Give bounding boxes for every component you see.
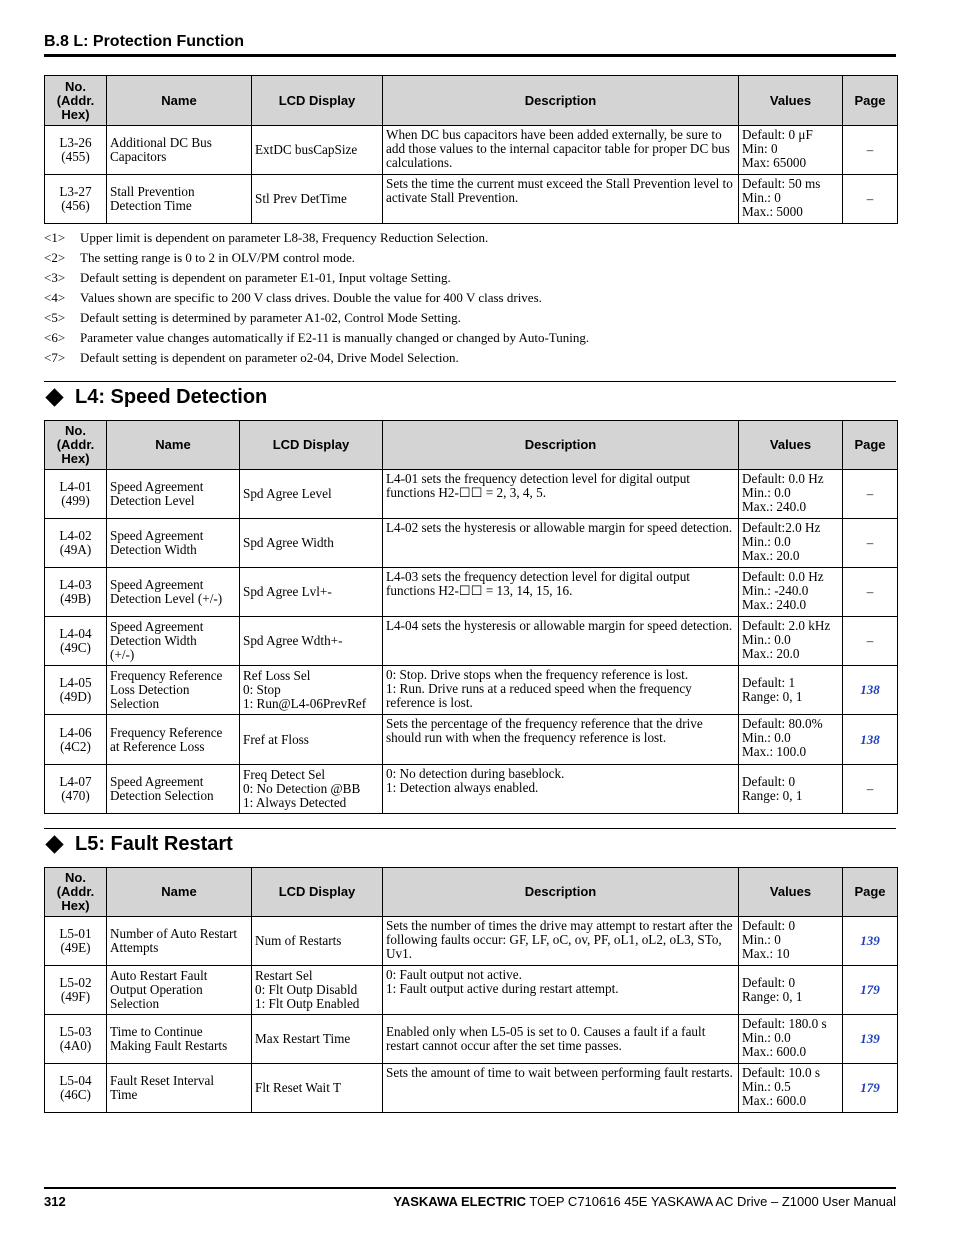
param-desc: L4-03 sets the frequency detection level for digital output functions H2-☐☐ = 13, 14, 15, 16. xyxy=(383,568,739,617)
l5-title-text: L5: Fault Restart xyxy=(75,833,233,855)
param-page: – xyxy=(843,175,898,224)
param-values: Default: 0 Range: 0, 1 xyxy=(739,765,843,814)
table-row xyxy=(45,519,898,568)
footer-text xyxy=(393,1194,896,1209)
param-lcd: Spd Agree Level xyxy=(240,470,383,519)
footnote-mark: <2> xyxy=(44,250,66,265)
table-row xyxy=(45,470,898,519)
param-name: Fault Reset Interval Time xyxy=(107,1064,252,1113)
footnote-text: Values shown are specific to 200 V class drives. Double the value for 400 V class drives. xyxy=(80,290,542,305)
col-no: No. (Addr. Hex) xyxy=(45,421,107,470)
col-name: Name xyxy=(107,76,252,126)
col-no: No. (Addr. Hex) xyxy=(45,76,107,126)
col-name: Name xyxy=(107,868,252,917)
col-page: Page xyxy=(843,421,898,470)
param-desc: Sets the amount of time to wait between performing fault restarts. xyxy=(383,1064,739,1113)
footer-doc: TOEP C710616 45E YASKAWA AC Drive – Z1000 User Manual xyxy=(526,1194,896,1209)
col-lcd: LCD Display xyxy=(240,421,383,470)
col-description: Description xyxy=(383,76,739,126)
param-name: Speed Agreement Detection Selection xyxy=(107,765,240,814)
param-name: Stall Prevention Detection Time xyxy=(107,175,252,224)
param-page: – xyxy=(843,519,898,568)
param-name: Time to Continue Making Fault Restarts xyxy=(107,1015,252,1064)
param-page: – xyxy=(843,765,898,814)
page-link[interactable]: 179 xyxy=(843,966,898,1015)
param-name: Number of Auto Restart Attempts xyxy=(107,917,252,966)
param-desc: When DC bus capacitors have been added externally, be sure to add those values to the internal capacitor table for proper DC bus calculations. xyxy=(383,126,739,175)
param-name: Speed Agreement Detection Width xyxy=(107,519,240,568)
footnote xyxy=(44,350,896,370)
param-name: Auto Restart Fault Output Operation Selection xyxy=(107,966,252,1015)
param-desc: L4-01 sets the frequency detection level for digital output functions H2-☐☐ = 2, 3, 4, 5. xyxy=(383,470,739,519)
param-values: Default: 0 μF Min: 0 Max: 65000 xyxy=(739,126,843,175)
table-row xyxy=(45,715,898,765)
section-header: B.8 L: Protection Function xyxy=(44,33,244,50)
table-header-row xyxy=(45,421,898,470)
title-rule xyxy=(44,381,896,382)
param-no: L3-26 (455) xyxy=(45,126,107,175)
param-no: L4-04 (49C) xyxy=(45,617,107,666)
footer-rule xyxy=(44,1187,896,1189)
param-lcd: Spd Agree Wdth+- xyxy=(240,617,383,666)
param-page: – xyxy=(843,470,898,519)
col-no: No. (Addr. Hex) xyxy=(45,868,107,917)
param-lcd: Spd Agree Width xyxy=(240,519,383,568)
col-lcd: LCD Display xyxy=(252,76,383,126)
param-no: L4-06 (4C2) xyxy=(45,715,107,765)
col-page: Page xyxy=(843,868,898,917)
footnotes xyxy=(44,230,896,370)
param-page: – xyxy=(843,617,898,666)
param-name: Frequency Reference Loss Detection Selection xyxy=(107,666,240,715)
col-values: Values xyxy=(739,868,843,917)
title-rule xyxy=(44,828,896,829)
table-header-row xyxy=(45,76,898,126)
param-lcd: Ref Loss Sel 0: Stop 1: Run@L4-06PrevRef xyxy=(240,666,383,715)
footnote-mark: <5> xyxy=(44,310,66,325)
param-no: L5-04 (46C) xyxy=(45,1064,107,1113)
col-values: Values xyxy=(739,76,843,126)
param-values: Default:2.0 Hz Min.: 0.0 Max.: 20.0 xyxy=(739,519,843,568)
param-no: L3-27 (456) xyxy=(45,175,107,224)
table-row xyxy=(45,126,898,175)
footnote xyxy=(44,310,896,330)
param-values: Default: 1 Range: 0, 1 xyxy=(739,666,843,715)
parameter-table-l3 xyxy=(44,75,898,224)
parameter-table-l4 xyxy=(44,420,898,814)
diamond-bullet-icon xyxy=(45,835,63,853)
footnote-text: Parameter value changes automatically if E2-11 is manually changed or changed by Auto-Tuning. xyxy=(80,330,590,345)
footnote xyxy=(44,330,896,350)
table-row xyxy=(45,1064,898,1113)
footnote-text: Default setting is determined by parameter A1-02, Control Mode Setting. xyxy=(80,310,461,325)
footnote-text: Default setting is dependent on parameter E1-01, Input voltage Setting. xyxy=(80,270,451,285)
param-values: Default: 0 Min.: 0 Max.: 10 xyxy=(739,917,843,966)
table-row xyxy=(45,568,898,617)
l4-title xyxy=(44,386,267,409)
param-name: Frequency Reference at Reference Loss xyxy=(107,715,240,765)
table-row xyxy=(45,1015,898,1064)
param-desc: Sets the number of times the drive may attempt to restart after the following faults occur: GF, LF, oC, ov, PF, oL1, oL2, oL3, STo, Uv1. xyxy=(383,917,739,966)
param-values: Default: 2.0 kHz Min.: 0.0 Max.: 20.0 xyxy=(739,617,843,666)
footnote-mark: <3> xyxy=(44,270,66,285)
param-name: Speed Agreement Detection Level (+/-) xyxy=(107,568,240,617)
footnote xyxy=(44,270,896,290)
param-no: L4-07 (470) xyxy=(45,765,107,814)
param-values: Default: 10.0 s Min.: 0.5 Max.: 600.0 xyxy=(739,1064,843,1113)
col-values: Values xyxy=(739,421,843,470)
param-values: Default: 180.0 s Min.: 0.0 Max.: 600.0 xyxy=(739,1015,843,1064)
footnote-mark: <4> xyxy=(44,290,66,305)
page-link[interactable]: 138 xyxy=(843,715,898,765)
col-name: Name xyxy=(107,421,240,470)
footnote-text: The setting range is 0 to 2 in OLV/PM control mode. xyxy=(80,250,356,265)
param-no: L5-03 (4A0) xyxy=(45,1015,107,1064)
table-row xyxy=(45,966,898,1015)
l4-title-text: L4: Speed Detection xyxy=(75,386,268,408)
param-lcd: ExtDC busCapSize xyxy=(252,126,383,175)
param-lcd: Flt Reset Wait T xyxy=(252,1064,383,1113)
param-no: L5-02 (49F) xyxy=(45,966,107,1015)
footnote-mark: <7> xyxy=(44,350,66,365)
table-row xyxy=(45,765,898,814)
param-no: L4-05 (49D) xyxy=(45,666,107,715)
param-desc: Sets the percentage of the frequency reference that the drive should run with when the frequency reference is lost. xyxy=(383,715,739,765)
param-desc: L4-04 sets the hysteresis or allowable margin for speed detection. xyxy=(383,617,739,666)
page-link[interactable]: 138 xyxy=(843,666,898,715)
param-desc: L4-02 sets the hysteresis or allowable margin for speed detection. xyxy=(383,519,739,568)
param-page: – xyxy=(843,126,898,175)
footnote xyxy=(44,230,896,250)
table-row xyxy=(45,175,898,224)
param-desc: Sets the time the current must exceed the Stall Prevention level to activate Stall Prevention. xyxy=(383,175,739,224)
param-no: L4-01 (499) xyxy=(45,470,107,519)
param-name: Speed Agreement Detection Level xyxy=(107,470,240,519)
param-desc: 0: No detection during baseblock. 1: Detection always enabled. xyxy=(383,765,739,814)
table-row xyxy=(45,917,898,966)
param-no: L4-03 (49B) xyxy=(45,568,107,617)
table-row xyxy=(45,617,898,666)
param-no: L4-02 (49A) xyxy=(45,519,107,568)
param-values: Default: 0.0 Hz Min.: -240.0 Max.: 240.0 xyxy=(739,568,843,617)
page-link[interactable]: 179 xyxy=(843,1064,898,1113)
l5-title xyxy=(44,833,233,856)
footnote-text: Default setting is dependent on parameter o2-04, Drive Model Selection. xyxy=(80,350,459,365)
param-lcd: Max Restart Time xyxy=(252,1015,383,1064)
param-values: Default: 0.0 Hz Min.: 0.0 Max.: 240.0 xyxy=(739,470,843,519)
param-lcd: Fref at Floss xyxy=(240,715,383,765)
parameter-table-l5 xyxy=(44,867,898,1113)
col-lcd: LCD Display xyxy=(252,868,383,917)
param-desc: 0: Stop. Drive stops when the frequency reference is lost. 1: Run. Drive runs at a reduced speed when the frequency reference is lost. xyxy=(383,666,739,715)
param-no: L5-01 (49E) xyxy=(45,917,107,966)
col-description: Description xyxy=(383,868,739,917)
param-values: Default: 50 ms Min.: 0 Max.: 5000 xyxy=(739,175,843,224)
param-desc: Enabled only when L5-05 is set to 0. Causes a fault if a fault restart cannot occur after the set time passes. xyxy=(383,1015,739,1064)
footnote-mark: <6> xyxy=(44,330,66,345)
param-lcd: Spd Agree Lvl+- xyxy=(240,568,383,617)
param-name: Additional DC Bus Capacitors xyxy=(107,126,252,175)
table-row xyxy=(45,666,898,715)
param-lcd: Restart Sel 0: Flt Outp Disabld 1: Flt Outp Enabled xyxy=(252,966,383,1015)
param-lcd: Num of Restarts xyxy=(252,917,383,966)
page-number: 312 xyxy=(44,1194,66,1209)
col-page: Page xyxy=(843,76,898,126)
page-link[interactable]: 139 xyxy=(843,917,898,966)
header-rule xyxy=(44,54,896,57)
param-values: Default: 0 Range: 0, 1 xyxy=(739,966,843,1015)
table-header-row xyxy=(45,868,898,917)
footnote xyxy=(44,290,896,310)
param-page: – xyxy=(843,568,898,617)
param-lcd: Stl Prev DetTime xyxy=(252,175,383,224)
footnote-text: Upper limit is dependent on parameter L8-38, Frequency Reduction Selection. xyxy=(80,230,489,245)
param-desc: 0: Fault output not active. 1: Fault output active during restart attempt. xyxy=(383,966,739,1015)
col-description: Description xyxy=(383,421,739,470)
page-link[interactable]: 139 xyxy=(843,1015,898,1064)
param-values: Default: 80.0% Min.: 0.0 Max.: 100.0 xyxy=(739,715,843,765)
param-lcd: Freq Detect Sel 0: No Detection @BB 1: Always Detected xyxy=(240,765,383,814)
param-name: Speed Agreement Detection Width (+/-) xyxy=(107,617,240,666)
footnote-mark: <1> xyxy=(44,230,66,245)
diamond-bullet-icon xyxy=(45,388,63,406)
footer-brand: YASKAWA ELECTRIC xyxy=(393,1194,527,1209)
footnote xyxy=(44,250,896,270)
